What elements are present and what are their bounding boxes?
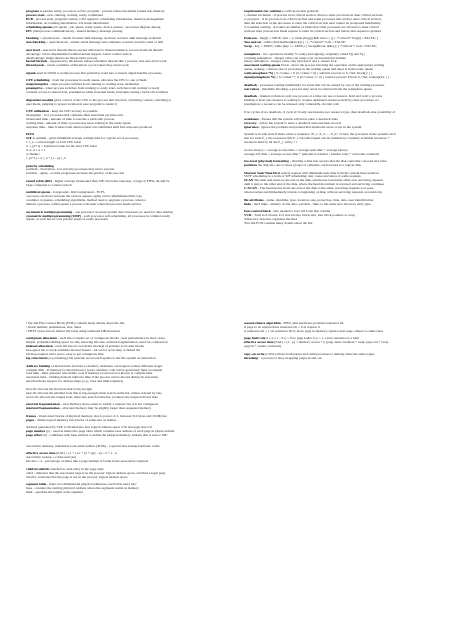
term-description: - processes waiting indefinitely for event that can be caused by one of the waiting processes [257,83,385,87]
term-label: nonpreemptive [26,83,49,87]
term-description: block - place the process invoking the operation on the appropriate waiting [280,64,385,68]
term-description: - maps two-dimensional physical addresses; each table entry has: [46,483,137,487]
term-description: - user-level threads library, kernel oblivious to thread existence, process holds all threads [39,48,163,52]
term-label: IPC [26,29,32,33]
term-description: - new, running, waiting, ready, terminated [44,13,103,17]
term-label: page number [26,429,46,433]
term-description: advantage: can be implemented without kernel support, faster context switch [26,52,132,56]
term-description: • NFTS stores into in master file table using relational DB structures [26,329,121,333]
term-description: - indefinite blocking, a process may never be removed from the semaphore queue [258,87,372,91]
term-description: free-space list to track available blocks/clusters - bit vector or bit map or linked list [26,349,141,353]
term-description: problem - Starvation - low priority processes may never execute [26,168,115,172]
term-label: valid-invalid bit [26,467,50,471]
term-description: job queue - job queue, ready queue, device queues - processes migrate among [52,25,161,29]
term-label: SCAN [244,179,254,183]
term-description: load time - must generate relocatable code if memory location is not known at compile time [26,372,153,376]
term-description: average I/O time = average access time + (amount to transfer / transfer rate) + controller overhead [244,152,379,156]
term-description: 1. mutual exclusion - if process in its critical section, then no other processes in their critical sections [244,13,383,17]
term-description: access latency = average access time = average seek time + average latency [244,148,348,152]
term-description: 2. τ_(n+1) = predicted value for the next CPU burst [26,145,97,149]
term-description: page in + restart overhead) [244,345,281,349]
term-description: consider access to shared data, preemption while in kernel mode, interrupts during crucial OS activities [26,91,169,95]
term-description: - Total # of blocks, # of free blocks, block size, free block pointers or array [251,214,356,218]
text-line [244,222,456,226]
term-label: associated waiting queue [244,64,281,68]
term-label: SJF [26,137,32,141]
term-description: - name, identifier, type, location, size, protection, time, date, user identification [263,198,374,202]
term-description: •Directory structure organizes the files [244,218,298,222]
term-description: gives control of the CPU to the process that involves: switching context, switching to [53,98,172,102]
term-description: limit - specifies the length of the segment [26,490,83,494]
term-description: resources held by all the P_j, with j < i [244,141,298,145]
term-label: semaphore [244,52,260,56]
term-description: sections after process has made request to enter its critical section and before that request is granted [244,29,381,33]
term-label: preemptive [26,87,43,91]
term-description: execution time - binding delayed until run time if the process can be moved during its execution [26,376,159,380]
term-description: - each file has its own index block(s) of pointers to its data blocks [52,345,144,349]
term-description: response time - time it takes from when request was submitted until first response produced [26,125,153,129]
term-description: throughput - # of processes that complete their execution per time unit [26,114,123,118]
term-description: = asynchronous - sender sends message and continues, receiver receives valid or null [45,41,164,45]
term-label: VCB [244,214,252,218]
term-description: - keep the CPU as busy as possible [48,110,98,114]
term-label: internal fragmentation [26,407,60,411]
term-label: Swap [244,45,253,49]
term-description: compile time - If memory location known a priori, absolute code can be generated; must recompile [26,368,163,372]
term-label: avoidance [244,117,259,121]
term-label: kernel threads [26,60,48,64]
term-label: pages [26,418,35,422]
term-label: second-chance algorithm [244,322,281,325]
term-description: if page to be replaced has reference bit = 0 ⇒ replace it [244,325,320,329]
term-description: - dividing a disk into sectors that the disk controller can read and write [288,160,387,164]
term-description: • Per-file File Control Block (FCB) contains many details about the file [26,322,125,325]
term-description: - when process switches from running to waiting state, terminates [48,83,140,87]
term-description: selects request with minimum seek time from the current head position [280,171,379,175]
term-label: effective access time [244,341,274,345]
term-description: - each processor self-scheduling, all processes in common ready [80,214,171,218]
term-label: user level [26,48,40,52]
term-description: until it gets to the other end of the disk, where the head movement is reversed and servicing continues [244,183,385,187]
term-description: - allocated memory may be slightly larger than requested memory [59,407,152,411]
term-description: used in UNIX to notify process that particular event has occurred, signal handler processes [35,71,162,75]
term-label: FIFO [26,133,35,137]
term-description: associative memory, translation look-aside buffers (TLBs) - a special fast-lookup hardware cache [26,444,160,448]
term-label: requirements for solution [244,10,282,13]
term-label: page offset [26,433,42,437]
term-description: (p) - used as index into page table which contains base address of each page in physical mem [45,429,175,433]
term-label: frames [26,414,37,418]
term-description: - while (TestAndSet(&lock)) { ; } /*critical*/ lock = FALSE; [261,41,347,45]
term-description: if no cycles ⇒ no deadlock, if cycle ⇒ if only one instance per resource type, then deadlock else possibility of [244,110,396,114]
term-label: blocking [26,37,39,41]
term-description: 3. bounded waiting - A bound on number of times that other processes are allowed to enter critical [244,25,379,29]
term-label: ignorance [244,125,259,129]
term-description: - a process is busy swapping pages in and out [258,356,322,360]
term-description: - Allow the system to enter a deadlock state and then recover [256,121,342,125]
term-description: worst-fit: allocate the largest hole; must also search entire list, produces the largest leftover hole [26,395,158,399]
term-description: 4. Define: [26,153,40,157]
text-line [26,218,236,222]
term-description: solution - aging - as time progresses increase the priority of the process [26,172,124,176]
term-description: - The head moves from one end of the disk to the other, servicing requests as it goes. [257,187,375,191]
term-description: to critical-section problem [281,10,319,13]
term-label: links [244,202,252,206]
term-description: - process state, program counter, CPU registers, scheduling information, memory-management [32,17,165,21]
term-description: •Per-file FCB contains many details about the file [244,221,313,225]
term-description: a number of queues, scheduling algorithms, method used to upgrade a process, when to [26,199,147,203]
term-description: turnaround time - amount of time to execute a particular process [26,117,115,121]
term-description: - foreground - RR, background - FCFS [50,191,105,195]
term-description: 2. progress - if no process is in critical section and some processes that wish to enter critical section, [244,17,382,21]
term-label: contiguous allocation [26,337,58,341]
term-label: priority scheduling [26,164,54,168]
term-description: - from the processes in ready queue, allocates the CPU to one of them [49,79,147,83]
term-description: - Ignore the problem and pretend that deadlocks never occur in the system [258,125,362,129]
text-line [244,357,456,361]
term-label: low-level (physical) formatting [244,160,289,164]
term-description: best-fit: allocate the smallest hole that is big enough; must search entire list, unless ordered by size [26,391,162,395]
term-description: - flag[i] = TRUE; turn = j; while (flag[j] && turn == j) { /*critical*/ flag[i] = FALSE; } [256,37,379,41]
term-description: - supported by the kernel, kernel schedules threads like a process, less user-level work [47,60,167,64]
term-label: deadlock [244,83,258,87]
term-description: (COW) allows both parent and child processes to initially share the same pages [264,352,375,356]
term-description: - Ensure that the system will never enter a deadlock state [258,117,338,121]
term-description: hit ratio = α - percentage of times that a page number is found in the associative registers [26,460,149,464]
term-description: a process can move between the various queues; aging can be implemented this way [26,195,142,199]
term-description: - fixed-sized blocks of physical memory, size is power of 2, between 512 bytes and 16 Mbytes [36,414,167,418]
term-label: round robin (RR) [26,179,52,183]
term-description: - one processor accesses system data structures, no need for data sharing [72,210,173,214]
term-description: associative lookup = ε time unit (ns) [26,456,76,460]
term-description: the disk into one or more groups of cylinders, each treated as a logical disk [257,164,361,168]
term-description: if reference bit = 1 set reference bit 0, leave page in memory, replace next page, subject to same rules [244,329,384,333]
term-description: binary semaphore - integer value only between 0 and 1, mutex lock [244,60,337,64]
term-label: Test and set [244,41,262,45]
term-label: starvation [244,87,259,91]
term-label: boot control block [244,210,271,214]
term-description: 3. α, 0 ≤ α ≤ 1 [26,149,46,153]
term-description: disadvantage: single thread can block entire process [26,56,98,60]
term-description: - higher average turnaround than SJF, but better response, q large ⇒ FIFO, should be [51,179,170,183]
term-label: file attributes [244,198,264,202]
term-label: wait(semaphore *S) [244,72,274,76]
term-description: • Inode number, permissions, size, dates [26,325,82,329]
term-description: large compared to context switch [26,183,72,187]
term-description: Address generated by CPU is divided into m-n logical address space 2^m and page size 2^n [26,426,153,430]
left-top-section [26,10,236,222]
term-label: external fragmentation [26,403,60,407]
term-description: counting semaphore - integer value can range over an unrestricted domain [244,56,346,60]
term-label: partition [244,164,257,168]
term-description: (d) - combined with base address to define the physical memory address that is sent to MU [41,433,168,437]
term-label: page fault rate [244,337,266,341]
term-label: Address binding [26,364,51,368]
term-description: demote a process, which queue a process will enter when that process needs service [26,203,142,207]
right-bottom-section [244,322,456,361]
term-label: dispatcher module [26,98,54,102]
term-description: of instructions and data to memory addresses can happen at three different stages [50,364,163,368]
term-description: first-fit: allocate the first hole that is big enough [26,387,92,391]
term-description: then the selection of the processes to enter the critical section next cannot be postponed indefinitely [244,21,381,25]
term-description: - create a number of threads in a pool where they await work [44,64,129,68]
term-description: The disk arm starts at one end of the disk, and moves toward the other end, servicing requests [253,179,383,183]
term-label: Shortest Seek Time First [244,171,281,175]
term-description: (EAT) = (1 + ε) α + (2 + ε)(1 - α) = 2 + ε - α [55,452,117,456]
term-label: deadlock [244,95,258,99]
term-label: asymmetric multiprogramming [26,210,73,214]
right-top-section [244,10,456,226]
term-description: - when process switches from running to ready state, switches from waiting to ready [42,87,160,91]
term-label: log structured [26,357,47,361]
term-label: CPU utilization [26,110,49,114]
term-description: valid - indicates that the associated page is in the process' logical address space, and thus a legal page [26,471,166,475]
term-description: - FIFO, plus hardware-provided reference bit [280,322,344,325]
term-description: - two operations modify S: wait() and signal(), originally called P() and V() [259,52,365,56]
term-description: waiting time - amount of time a process has been waiting in the ready queue [26,121,131,125]
term-label: symmetric multiprogramming (SMP) [26,214,81,218]
term-description: (or journaling) file systems record each update to the file system as transaction [46,357,156,361]
term-description: attached to each entry in the page table [49,467,104,471]
term-label: scheduling queues [26,25,53,29]
term-label: recovery [244,121,257,125]
term-description: 0 ≤ p ≤ 1 - if p = 0 no page faults, if p = 1, every reference is a fault [265,337,360,341]
term-description: simple, problems finding space for file, knowing file size, external fragmentation, need for compaction [26,341,168,345]
term-description: that for each P_i, the resources that P_i can still request can be satisfied by currently available resources + [244,137,390,141]
term-label: PCB [26,17,33,21]
term-label: thread pools [26,64,45,68]
term-description: SSTF scheduling is a form of SJF scheduling; may cause starvation of some requests [244,175,361,179]
left-bottom-section [26,322,236,495]
term-label: non-blocking [26,41,46,45]
term-description: - divide logical memory into blocks of same size as frames [34,418,117,422]
term-description: is optimal - gives minimum average waiting time for a given set of processes [31,137,139,141]
term-label: thrashing [244,356,259,360]
term-label: program [26,10,39,13]
term-description: when reaches end immediately returns to beginning of disk, without servicing requests on return trip [244,191,383,195]
term-description: user mode, jumping to proper location in user program to restart it [26,102,118,106]
term-description: (EAT) = (1 - p) × memory access + p (page fault overhead + swap page out + swap [273,341,389,345]
term-description: is passive entity, process is active, program - process when executable loaded into memory [38,10,165,13]
term-description: base - contains the starting physical address where the segments reside in memory [26,487,140,490]
term-description: - each file occupies set of contiguous blocks - best performance in most cases, [57,337,166,341]
term-label: signal(semaphore *S) [244,76,276,80]
term-description: - key = TRUE; while (key == TRUE) { Swap(&lock, &key); } /*critical*/ lock = FALSE; [252,45,377,49]
term-label: Peterson [244,37,257,41]
term-label: multilevel queue [26,191,51,195]
term-label: CPU scheduling [26,79,50,83]
term-description: System is in safe state if there exists a sequence <P_1, P_2, ..., P_n> of ALL the processes in the systems such [244,133,396,137]
term-description: - info needed to boot OS from that volume [270,210,331,214]
term-description: queue, or each has its own private queue of ready processes [26,218,108,222]
term-label: signals [26,71,36,75]
term-label: copy-on-write [244,352,265,356]
term-description: - total memory space exists to satisfy a request, but it is not contiguous [59,403,159,407]
term-label: C-SCAN [244,187,257,191]
term-description: (interprocess communication) - shared memory, message passing [31,29,123,33]
term-description: 1. t_n = actual length of n^th CPU burst [26,141,82,145]
term-description: preemption: a resource can be released only voluntarily. circular wait [244,103,340,107]
term-description: { S->value--; if (S->value < 0) { add this process to S->list; block(); } } [273,72,373,76]
term-description: = synchronous - sender blocked until message received, receiver until message available [38,37,162,41]
term-description: { S->value++; if (S->value <= 0) { remove process P from S->list; wakeup(P); } } [275,76,390,80]
term-label: indexed allocation [26,345,53,349]
term-description: queue, wakeup - remove one of processes in the waiting queue and place it in the ready queue [244,68,374,72]
term-description: information, Accounting information, I/O status information [26,21,109,25]
term-description: holding at least one resource is waiting to acquire additional resources held by other processes, no [244,99,379,103]
term-description: τ_(n+1) = α t_n + (1 - α) τ_n [26,157,66,161]
term-description: invalid - indicates that the page is not in the process' logical address space [26,475,128,479]
term-label: segment table [26,483,47,487]
text-line [26,491,236,495]
term-label: process state [26,13,45,17]
term-description: - hard links - identity of file data, soft link - links to file same new directory entry type [251,202,371,206]
term-label: effective access time [26,452,56,456]
term-description: bit map requires extra space, easy to get contiguous files [26,353,104,357]
term-description: need hardware support for address maps (e.g., base and limit registers) [26,380,124,384]
term-description: - mutual exclusion: only one process at a time can use a resource. hold and wait: a process [257,95,383,99]
